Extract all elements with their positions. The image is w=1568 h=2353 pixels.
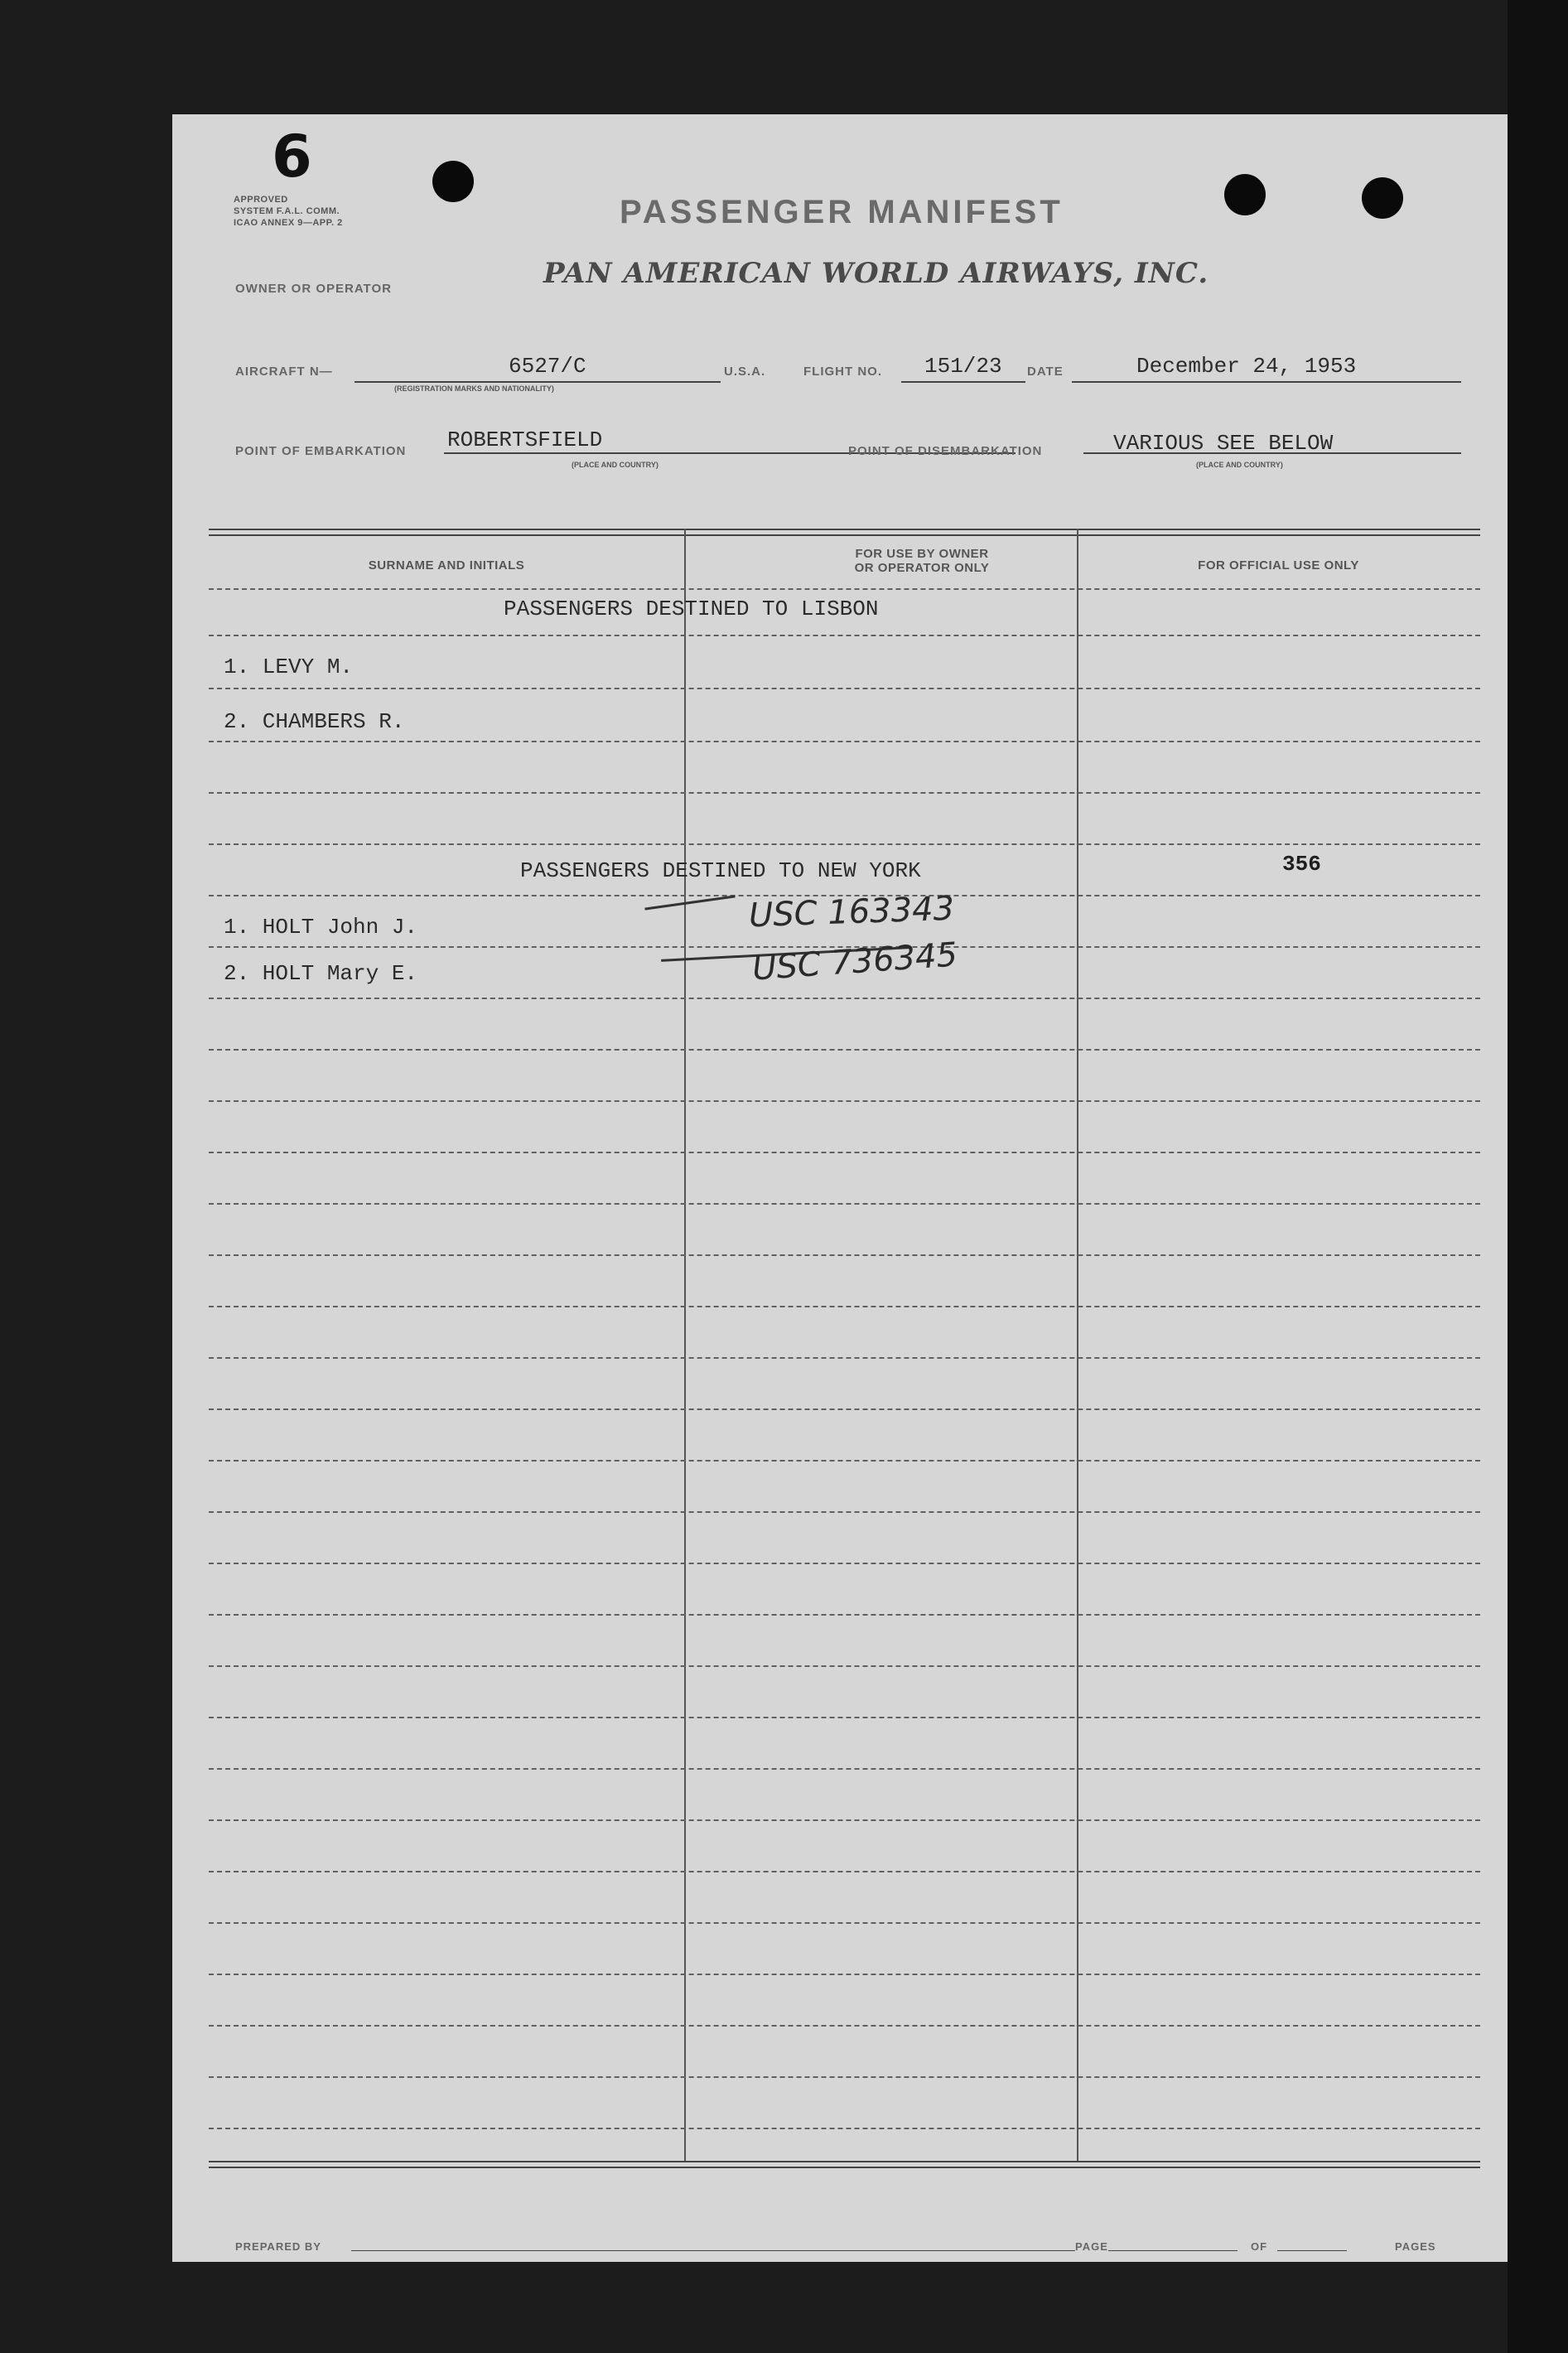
row-line: [209, 1460, 1480, 1462]
passenger-row: 2. HOLT Mary E.: [224, 961, 418, 986]
disembark-sublabel: (PLACE AND COUNTRY): [1196, 461, 1283, 469]
row-line: [209, 688, 1480, 689]
row-line: [209, 1203, 1480, 1205]
col-owner-use-header: FOR USE BY OWNER OR OPERATOR ONLY: [854, 547, 990, 575]
row-line: [209, 1974, 1480, 1975]
row-line: [209, 2128, 1480, 2129]
embark-value: ROBERTSFIELD: [447, 428, 603, 452]
row-line: [209, 1768, 1480, 1770]
aircraft-label: AIRCRAFT N—: [235, 365, 333, 379]
row-line: [209, 1511, 1480, 1513]
table-bottom-rule: [209, 2161, 1480, 2168]
embark-sublabel: (PLACE AND COUNTRY): [572, 461, 659, 469]
row-line: [209, 1408, 1480, 1410]
row-line: [209, 2025, 1480, 2027]
date-value: December 24, 1953: [1136, 354, 1357, 379]
row-line: [209, 792, 1480, 794]
page-label: PAGE: [1075, 2240, 1108, 2253]
approval-stamp: APPROVED SYSTEM F.A.L. COMM. ICAO ANNEX 9—APP. 2: [234, 195, 343, 228]
row-line: [209, 1254, 1480, 1256]
passenger-row: 2. CHAMBERS R.: [224, 709, 405, 734]
usc-bracket: [644, 895, 735, 910]
manifest-sheet: [172, 114, 1508, 2262]
date-label: DATE: [1027, 365, 1064, 379]
owner-value: PAN AMERICAN WORLD AIRWAYS, INC.: [543, 257, 1209, 290]
punch-hole-left: [432, 161, 474, 202]
aircraft-sublabel: (REGISTRATION MARKS AND NATIONALITY): [394, 384, 554, 393]
row-line: [209, 1665, 1480, 1667]
official-count: 356: [1282, 852, 1321, 877]
group-heading-lisbon: PASSENGERS DESTINED TO LISBON: [504, 597, 879, 621]
row-line: [209, 1152, 1480, 1153]
pages-label: PAGES: [1395, 2240, 1436, 2253]
flight-value: 151/23: [924, 354, 1002, 379]
row-line: [209, 741, 1480, 742]
usc-number: USC 736345: [750, 935, 959, 988]
embark-label: POINT OF EMBARKATION: [235, 444, 407, 458]
row-line: [209, 1922, 1480, 1924]
row-line: [209, 998, 1480, 999]
form-title: PASSENGER MANIFEST: [620, 194, 1064, 230]
row-line: [209, 1819, 1480, 1821]
flight-underline: [901, 381, 1025, 383]
scan-border: [1508, 0, 1568, 2353]
row-line: [209, 1357, 1480, 1359]
punch-hole-right: [1362, 177, 1403, 219]
group-heading-newyork: PASSENGERS DESTINED TO NEW YORK: [520, 858, 921, 883]
row-line: [209, 1717, 1480, 1718]
aircraft-value: 6527/C: [509, 354, 586, 379]
row-line: [209, 1306, 1480, 1307]
row-line: [209, 843, 1480, 845]
disembark-value: VARIOUS SEE BELOW: [1113, 431, 1334, 456]
of-label: OF: [1251, 2240, 1268, 2253]
passenger-row: 1. HOLT John J.: [224, 915, 418, 940]
row-line: [209, 1100, 1480, 1102]
handwritten-page-number: 6: [272, 123, 312, 191]
flight-label: FLIGHT NO.: [803, 365, 882, 379]
owner-label: OWNER OR OPERATOR: [235, 282, 392, 296]
column-divider-1: [684, 529, 686, 2162]
col-official-header: FOR OFFICIAL USE ONLY: [1198, 558, 1359, 573]
column-divider-2: [1077, 529, 1078, 2162]
row-line: [209, 2076, 1480, 2078]
date-underline: [1072, 381, 1461, 383]
prepared-by-label: PREPARED BY: [235, 2240, 321, 2253]
usc-number: USC 163343: [748, 889, 955, 935]
row-line: [209, 1049, 1480, 1051]
usa-label: U.S.A.: [724, 365, 766, 379]
passenger-row: 1. LEVY M.: [224, 655, 354, 679]
table-top-rule: [209, 529, 1480, 536]
of-underline: [1277, 2250, 1347, 2251]
punch-hole-center: [1224, 174, 1266, 215]
row-line: [209, 1614, 1480, 1616]
row-line: [209, 1871, 1480, 1872]
row-line: [209, 635, 1480, 636]
row-line: [209, 1563, 1480, 1564]
aircraft-underline: [355, 381, 721, 383]
col-surname-header: SURNAME AND INITIALS: [368, 558, 525, 573]
row-line: [209, 588, 1480, 590]
disembark-label: POINT OF DISEMBARKATION: [848, 444, 1043, 458]
